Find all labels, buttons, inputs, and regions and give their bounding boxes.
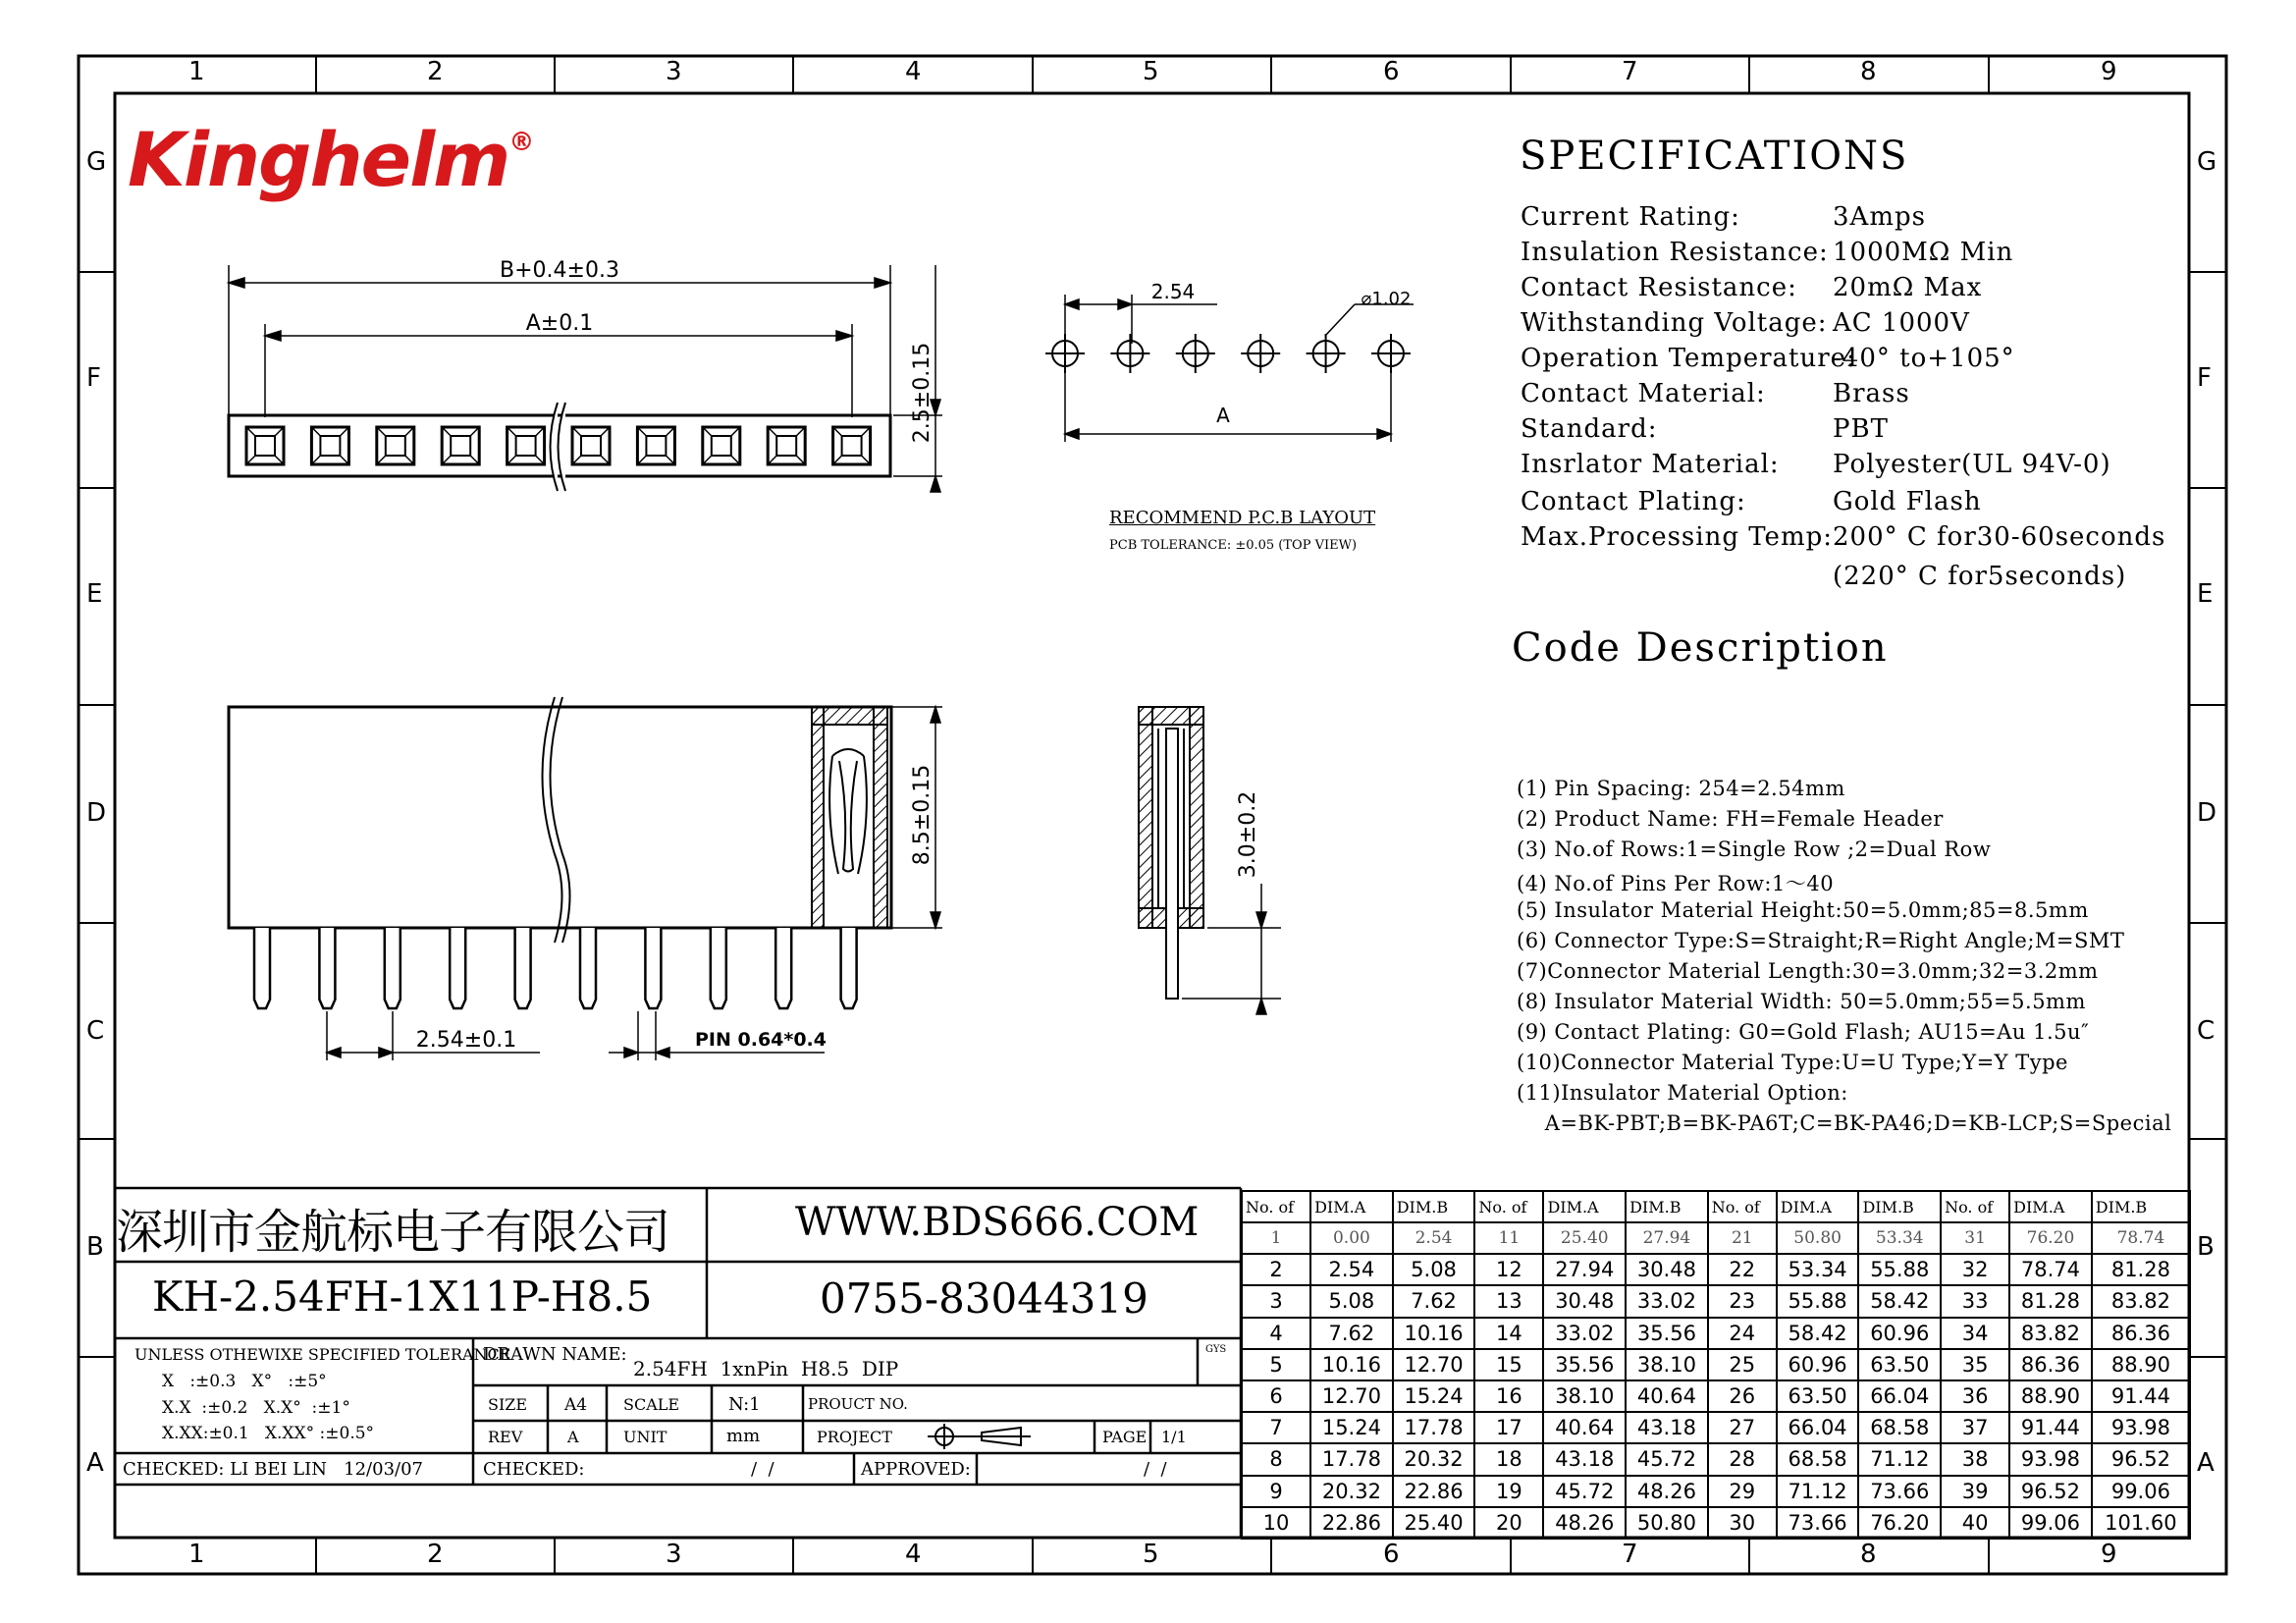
table-cell: 43.18: [1543, 1443, 1626, 1475]
row-label-right-a: A: [2197, 1448, 2215, 1478]
tolerance-line-2: X.X :±0.2 X.X° :±1°: [162, 1398, 350, 1418]
table-cell: 12: [1474, 1254, 1543, 1285]
part-number: KH-2.54FH-1X11P-H8.5: [152, 1272, 653, 1321]
table-row: [1242, 1443, 2190, 1475]
table-cell: 13: [1474, 1285, 1543, 1317]
tolerance-title: UNLESS OTHEWIXE SPECIFIED TOLERANCE: [134, 1345, 511, 1364]
code-description-line: (7)Connector Material Length:30=3.0mm;32=3.2mm: [1517, 959, 2099, 983]
table-cell: 7.62: [1393, 1285, 1475, 1317]
dimension-table-header-cell: DIM.B: [2092, 1191, 2190, 1222]
table-cell: 19: [1474, 1476, 1543, 1507]
table-cell: 40.64: [1626, 1380, 1708, 1412]
table-cell: 43.18: [1626, 1412, 1708, 1443]
table-cell: 9: [1242, 1476, 1310, 1507]
table-cell: 48.26: [1543, 1507, 1626, 1539]
product-no-label: PROUCT NO.: [808, 1395, 908, 1413]
table-cell: 93.98: [2009, 1443, 2092, 1475]
code-description-line: A=BK-PBT;B=BK-PA6T;C=BK-PA46;D=KB-LCP;S=Special: [1517, 1111, 2172, 1135]
pcb-dim-a: A: [1216, 404, 1230, 427]
table-row: [1242, 1507, 2190, 1539]
col-label-bottom-2: 2: [427, 1540, 444, 1569]
spec-label: Withstanding Voltage:: [1521, 308, 1828, 338]
spec-label: Operation Temperature:: [1521, 344, 1856, 373]
table-cell: 66.04: [1777, 1412, 1859, 1443]
table-cell: 35: [1941, 1349, 2009, 1380]
table-cell: 83.82: [2092, 1285, 2190, 1317]
table-cell: 66.04: [1858, 1380, 1941, 1412]
spec-label: Insulation Resistance:: [1521, 238, 1829, 267]
col-label-top-7: 7: [1622, 57, 1638, 86]
table-cell: 4: [1242, 1318, 1310, 1349]
table-cell: 76.20: [1858, 1507, 1941, 1539]
table-cell: 96.52: [2009, 1476, 2092, 1507]
col-label-bottom-1: 1: [188, 1540, 205, 1569]
code-description-line: (8) Insulator Material Width: 50=5.0mm;55=5.5mm: [1517, 990, 2086, 1013]
table-cell: 7.62: [1310, 1318, 1393, 1349]
table-cell: 36: [1941, 1380, 2009, 1412]
spec-label: Contact Resistance:: [1521, 273, 1797, 302]
table-cell: 83.82: [2009, 1318, 2092, 1349]
projection-symbol: [928, 1424, 1031, 1449]
dimension-table-header-cell: DIM.A: [2009, 1191, 2092, 1222]
table-cell: 50.80: [1777, 1222, 1859, 1254]
spec-value: 200° C for30-60seconds: [1833, 522, 2166, 552]
table-cell: 78.74: [2009, 1254, 2092, 1285]
table-cell: 55.88: [1858, 1254, 1941, 1285]
col-label-bottom-4: 4: [905, 1540, 922, 1569]
tail-length-label: 3.0±0.2: [1236, 790, 1260, 879]
table-cell: 14: [1474, 1318, 1543, 1349]
col-label-bottom-5: 5: [1143, 1540, 1159, 1569]
col-label-bottom-8: 8: [1860, 1540, 1877, 1569]
table-cell: 58.42: [1777, 1318, 1859, 1349]
table-cell: 32: [1941, 1254, 2009, 1285]
table-cell: 39: [1941, 1476, 2009, 1507]
col-label-bottom-9: 9: [2101, 1540, 2117, 1569]
table-cell: 16: [1474, 1380, 1543, 1412]
table-cell: 45.72: [1543, 1476, 1626, 1507]
registered-mark: ®: [508, 128, 533, 157]
table-cell: 53.34: [1858, 1222, 1941, 1254]
company-phone: 0755-83044319: [820, 1274, 1148, 1323]
table-cell: 99.06: [2009, 1507, 2092, 1539]
table-cell: 20.32: [1310, 1476, 1393, 1507]
table-cell: 26: [1708, 1380, 1777, 1412]
row-label-left-d: D: [86, 798, 107, 828]
table-cell: 33.02: [1543, 1318, 1626, 1349]
table-cell: 86.36: [2092, 1318, 2190, 1349]
table-row: [1242, 1222, 2190, 1254]
col-label-top-9: 9: [2101, 57, 2117, 86]
table-cell: 93.98: [2092, 1412, 2190, 1443]
table-row: [1242, 1318, 2190, 1349]
table-cell: 21: [1708, 1222, 1777, 1254]
table-cell: 20: [1474, 1507, 1543, 1539]
table-cell: 30.48: [1543, 1285, 1626, 1317]
spec-value: 3Amps: [1833, 202, 1926, 232]
table-cell: 15.24: [1310, 1412, 1393, 1443]
code-description-line: (4) No.of Pins Per Row:1～40: [1517, 872, 1835, 895]
spec-value: 1000MΩ Min: [1833, 238, 2014, 267]
col-label-top-6: 6: [1383, 57, 1400, 86]
row-label-right-f: F: [2197, 363, 2212, 393]
table-cell: 5.08: [1393, 1254, 1475, 1285]
checked-by: CHECKED: LI BEI LIN 12/03/07: [123, 1459, 423, 1480]
table-cell: 27: [1708, 1412, 1777, 1443]
table-cell: 48.26: [1626, 1476, 1708, 1507]
table-cell: 29: [1708, 1476, 1777, 1507]
table-row: [1242, 1412, 2190, 1443]
table-cell: 58.42: [1858, 1285, 1941, 1317]
table-cell: 71.12: [1777, 1476, 1859, 1507]
project-label: PROJECT: [817, 1428, 892, 1446]
table-cell: 45.72: [1626, 1443, 1708, 1475]
code-description-line: (10)Connector Material Type:U=U Type;Y=Y Type: [1517, 1051, 2068, 1074]
table-cell: 38.10: [1543, 1380, 1626, 1412]
height-label: 2.5±0.15: [910, 342, 934, 444]
table-cell: 38.10: [1626, 1349, 1708, 1380]
col-label-top-8: 8: [1860, 57, 1877, 86]
pin-size-label: PIN 0.64*0.4: [695, 1029, 827, 1051]
row-label-left-a: A: [86, 1448, 104, 1478]
body-height-label: 8.5±0.15: [910, 764, 934, 866]
table-cell: 31: [1941, 1222, 2009, 1254]
table-cell: 37: [1941, 1412, 2009, 1443]
table-cell: 81.28: [2009, 1285, 2092, 1317]
table-cell: 53.34: [1777, 1254, 1859, 1285]
dimension-table-header-cell: DIM.A: [1543, 1191, 1626, 1222]
dimension-table-header-cell: DIM.B: [1626, 1191, 1708, 1222]
spec-label: Insrlator Material:: [1521, 450, 1780, 479]
table-row: [1242, 1476, 2190, 1507]
scale-label: SCALE: [623, 1395, 680, 1414]
dimension-table-header-cell: DIM.A: [1310, 1191, 1393, 1222]
page-value: 1/1: [1161, 1428, 1187, 1446]
table-cell: 25: [1708, 1349, 1777, 1380]
drawn-name-value: 2.54FH 1xnPin H8.5 DIP: [633, 1357, 899, 1380]
table-cell: 35.56: [1626, 1318, 1708, 1349]
table-cell: 6: [1242, 1380, 1310, 1412]
table-cell: 30.48: [1626, 1254, 1708, 1285]
table-cell: 88.90: [2092, 1349, 2190, 1380]
code-description-title: Code Description: [1512, 625, 1889, 671]
row-label-left-f: F: [86, 363, 101, 393]
row-label-left-g: G: [86, 147, 107, 177]
table-cell: 10: [1242, 1507, 1310, 1539]
table-cell: 0.00: [1310, 1222, 1393, 1254]
table-cell: 10.16: [1310, 1349, 1393, 1380]
col-label-top-1: 1: [188, 57, 205, 86]
spec-value: AC 1000V: [1833, 308, 1970, 338]
table-cell: 33: [1941, 1285, 2009, 1317]
dimension-table-header: [1242, 1191, 2190, 1222]
row-label-left-e: E: [86, 579, 103, 609]
size-value: A4: [564, 1395, 588, 1415]
code-description-line: (1) Pin Spacing: 254=2.54mm: [1517, 777, 1845, 800]
col-label-top-3: 3: [666, 57, 682, 86]
spec-value: PBT: [1833, 414, 1889, 444]
spec-label: Max.Processing Temp:: [1521, 522, 1833, 552]
table-row: [1242, 1349, 2190, 1380]
spec-value: Gold Flash: [1833, 487, 1982, 516]
col-label-top-5: 5: [1143, 57, 1159, 86]
col-label-bottom-3: 3: [666, 1540, 682, 1569]
table-cell: 1: [1242, 1222, 1310, 1254]
table-cell: 25.40: [1393, 1507, 1475, 1539]
table-cell: 86.36: [2009, 1349, 2092, 1380]
checked2-date: / /: [751, 1459, 774, 1480]
col-label-bottom-7: 7: [1622, 1540, 1638, 1569]
code-description-line: (5) Insulator Material Height:50=5.0mm;85=8.5mm: [1517, 898, 2089, 922]
table-cell: 63.50: [1858, 1349, 1941, 1380]
table-cell: 5.08: [1310, 1285, 1393, 1317]
dimension-table-header-cell: DIM.B: [1393, 1191, 1475, 1222]
table-cell: 40.64: [1543, 1412, 1626, 1443]
table-cell: 78.74: [2092, 1222, 2190, 1254]
table-row: [1242, 1254, 2190, 1285]
row-label-right-d: D: [2197, 798, 2217, 828]
table-cell: 76.20: [2009, 1222, 2092, 1254]
code-description-line: (9) Contact Plating: G0=Gold Flash; AU15=Au 1.5u″: [1517, 1020, 2090, 1044]
unit-value: mm: [726, 1426, 761, 1446]
code-description-line: (2) Product Name: FH=Female Header: [1517, 807, 1944, 831]
table-cell: 23: [1708, 1285, 1777, 1317]
spec-value: (220° C for5seconds): [1833, 562, 2127, 591]
row-label-left-b: B: [86, 1232, 104, 1262]
table-cell: 22.86: [1393, 1476, 1475, 1507]
table-cell: 99.06: [2092, 1476, 2190, 1507]
col-label-top-4: 4: [905, 57, 922, 86]
approved-label: APPROVED:: [861, 1459, 971, 1480]
table-cell: 17.78: [1393, 1412, 1475, 1443]
table-row: [1242, 1380, 2190, 1412]
dimension-table: [1241, 1190, 2191, 1540]
pcb-layout-title: RECOMMEND P.C.B LAYOUT: [1109, 508, 1376, 528]
spec-label: Standard:: [1521, 414, 1658, 444]
dimension-table-header-cell: No. of: [1242, 1191, 1310, 1222]
row-label-right-c: C: [2197, 1016, 2216, 1046]
table-cell: 33.02: [1626, 1285, 1708, 1317]
code-description-line: (11)Insulator Material Option:: [1517, 1081, 1848, 1105]
row-label-right-g: G: [2197, 147, 2217, 177]
table-cell: 60.96: [1858, 1318, 1941, 1349]
table-cell: 88.90: [2009, 1380, 2092, 1412]
table-cell: 10.16: [1393, 1318, 1475, 1349]
rev-value: A: [567, 1428, 579, 1446]
dimension-table-header-cell: No. of: [1474, 1191, 1543, 1222]
row-label-right-e: E: [2197, 579, 2214, 609]
table-cell: 8: [1242, 1443, 1310, 1475]
rev-label: REV: [488, 1428, 523, 1446]
table-cell: 2: [1242, 1254, 1310, 1285]
table-row: [1242, 1285, 2190, 1317]
code-description-line: (6) Connector Type:S=Straight;R=Right Angle;M=SMT: [1517, 929, 2125, 952]
company-website[interactable]: WWW.BDS666.COM: [795, 1200, 1200, 1245]
table-cell: 63.50: [1777, 1380, 1859, 1412]
table-cell: 5: [1242, 1349, 1310, 1380]
dimension-table-header-cell: DIM.A: [1777, 1191, 1859, 1222]
dim-a-label: A±0.1: [525, 311, 594, 336]
scale-value: N:1: [728, 1394, 761, 1415]
table-cell: 81.28: [2092, 1254, 2190, 1285]
table-cell: 91.44: [2092, 1380, 2190, 1412]
spec-label: Contact Plating:: [1521, 487, 1746, 516]
company-name: 深圳市金航标电子有限公司: [116, 1205, 670, 1260]
code-description-line: (3) No.of Rows:1=Single Row ;2=Dual Row: [1517, 838, 1992, 861]
page-label: PAGE: [1102, 1428, 1148, 1446]
drawn-name-label: DRAWN NAME:: [483, 1344, 627, 1365]
spec-value: Brass: [1833, 379, 1910, 408]
pcb-tolerance: PCB TOLERANCE: ±0.05 (TOP VIEW): [1109, 538, 1358, 553]
table-cell: 68.58: [1777, 1443, 1859, 1475]
table-cell: 73.66: [1777, 1507, 1859, 1539]
dim-b-label: B+0.4±0.3: [500, 258, 619, 283]
table-cell: 22.86: [1310, 1507, 1393, 1539]
table-cell: 11: [1474, 1222, 1543, 1254]
col-label-bottom-6: 6: [1383, 1540, 1400, 1569]
table-cell: 38: [1941, 1443, 2009, 1475]
table-cell: 17: [1474, 1412, 1543, 1443]
table-cell: 28: [1708, 1443, 1777, 1475]
spec-value: 20mΩ Max: [1833, 273, 1983, 302]
specifications-title: SPECIFICATIONS: [1520, 134, 1909, 179]
table-cell: 27.94: [1626, 1222, 1708, 1254]
table-cell: 7: [1242, 1412, 1310, 1443]
col-label-top-2: 2: [427, 57, 444, 86]
spec-label: Current Rating:: [1521, 202, 1740, 232]
gys-label: GYS: [1205, 1344, 1227, 1355]
table-cell: 17.78: [1310, 1443, 1393, 1475]
dimension-table-header-cell: DIM.B: [1858, 1191, 1941, 1222]
table-cell: 96.52: [2092, 1443, 2190, 1475]
table-cell: 2.54: [1310, 1254, 1393, 1285]
table-cell: 68.58: [1858, 1412, 1941, 1443]
table-cell: 34: [1941, 1318, 2009, 1349]
table-cell: 22: [1708, 1254, 1777, 1285]
table-cell: 24: [1708, 1318, 1777, 1349]
row-label-left-c: C: [86, 1016, 105, 1046]
tolerance-line-1: X :±0.3 X° :±5°: [162, 1372, 327, 1391]
spec-value: Polyester(UL 94V-0): [1833, 450, 2111, 479]
table-cell: 73.66: [1858, 1476, 1941, 1507]
table-cell: 30: [1708, 1507, 1777, 1539]
table-cell: 20.32: [1393, 1443, 1475, 1475]
table-cell: 12.70: [1310, 1380, 1393, 1412]
table-cell: 15.24: [1393, 1380, 1475, 1412]
brand-logo-text: Kinghelm: [128, 116, 509, 203]
unit-label: UNIT: [623, 1428, 667, 1446]
spec-value: -40° to+105°: [1833, 344, 2015, 373]
dimension-table-header-cell: No. of: [1941, 1191, 2009, 1222]
table-cell: 12.70: [1393, 1349, 1475, 1380]
pitch-label: 2.54: [1150, 280, 1196, 303]
table-cell: 25.40: [1543, 1222, 1626, 1254]
table-cell: 50.80: [1626, 1507, 1708, 1539]
table-cell: 91.44: [2009, 1412, 2092, 1443]
spec-label: Contact Material:: [1521, 379, 1766, 408]
table-cell: 2.54: [1393, 1222, 1475, 1254]
table-cell: 60.96: [1777, 1349, 1859, 1380]
row-label-right-b: B: [2197, 1232, 2215, 1262]
table-cell: 40: [1941, 1507, 2009, 1539]
table-cell: 18: [1474, 1443, 1543, 1475]
dimension-table-header-cell: No. of: [1708, 1191, 1777, 1222]
table-cell: 71.12: [1858, 1443, 1941, 1475]
tolerance-line-3: X.XX:±0.1 X.XX° :±0.5°: [162, 1424, 375, 1443]
pin-pitch-label: 2.54±0.1: [415, 1028, 517, 1053]
table-cell: 27.94: [1543, 1254, 1626, 1285]
checked2-label: CHECKED:: [483, 1459, 585, 1480]
approved-date: / /: [1144, 1459, 1167, 1480]
table-cell: 35.56: [1543, 1349, 1626, 1380]
table-cell: 55.88: [1777, 1285, 1859, 1317]
table-cell: 101.60: [2092, 1507, 2190, 1539]
hole-label: ⌀1.02: [1361, 289, 1412, 309]
table-cell: 15: [1474, 1349, 1543, 1380]
size-label: SIZE: [488, 1395, 528, 1414]
table-cell: 3: [1242, 1285, 1310, 1317]
